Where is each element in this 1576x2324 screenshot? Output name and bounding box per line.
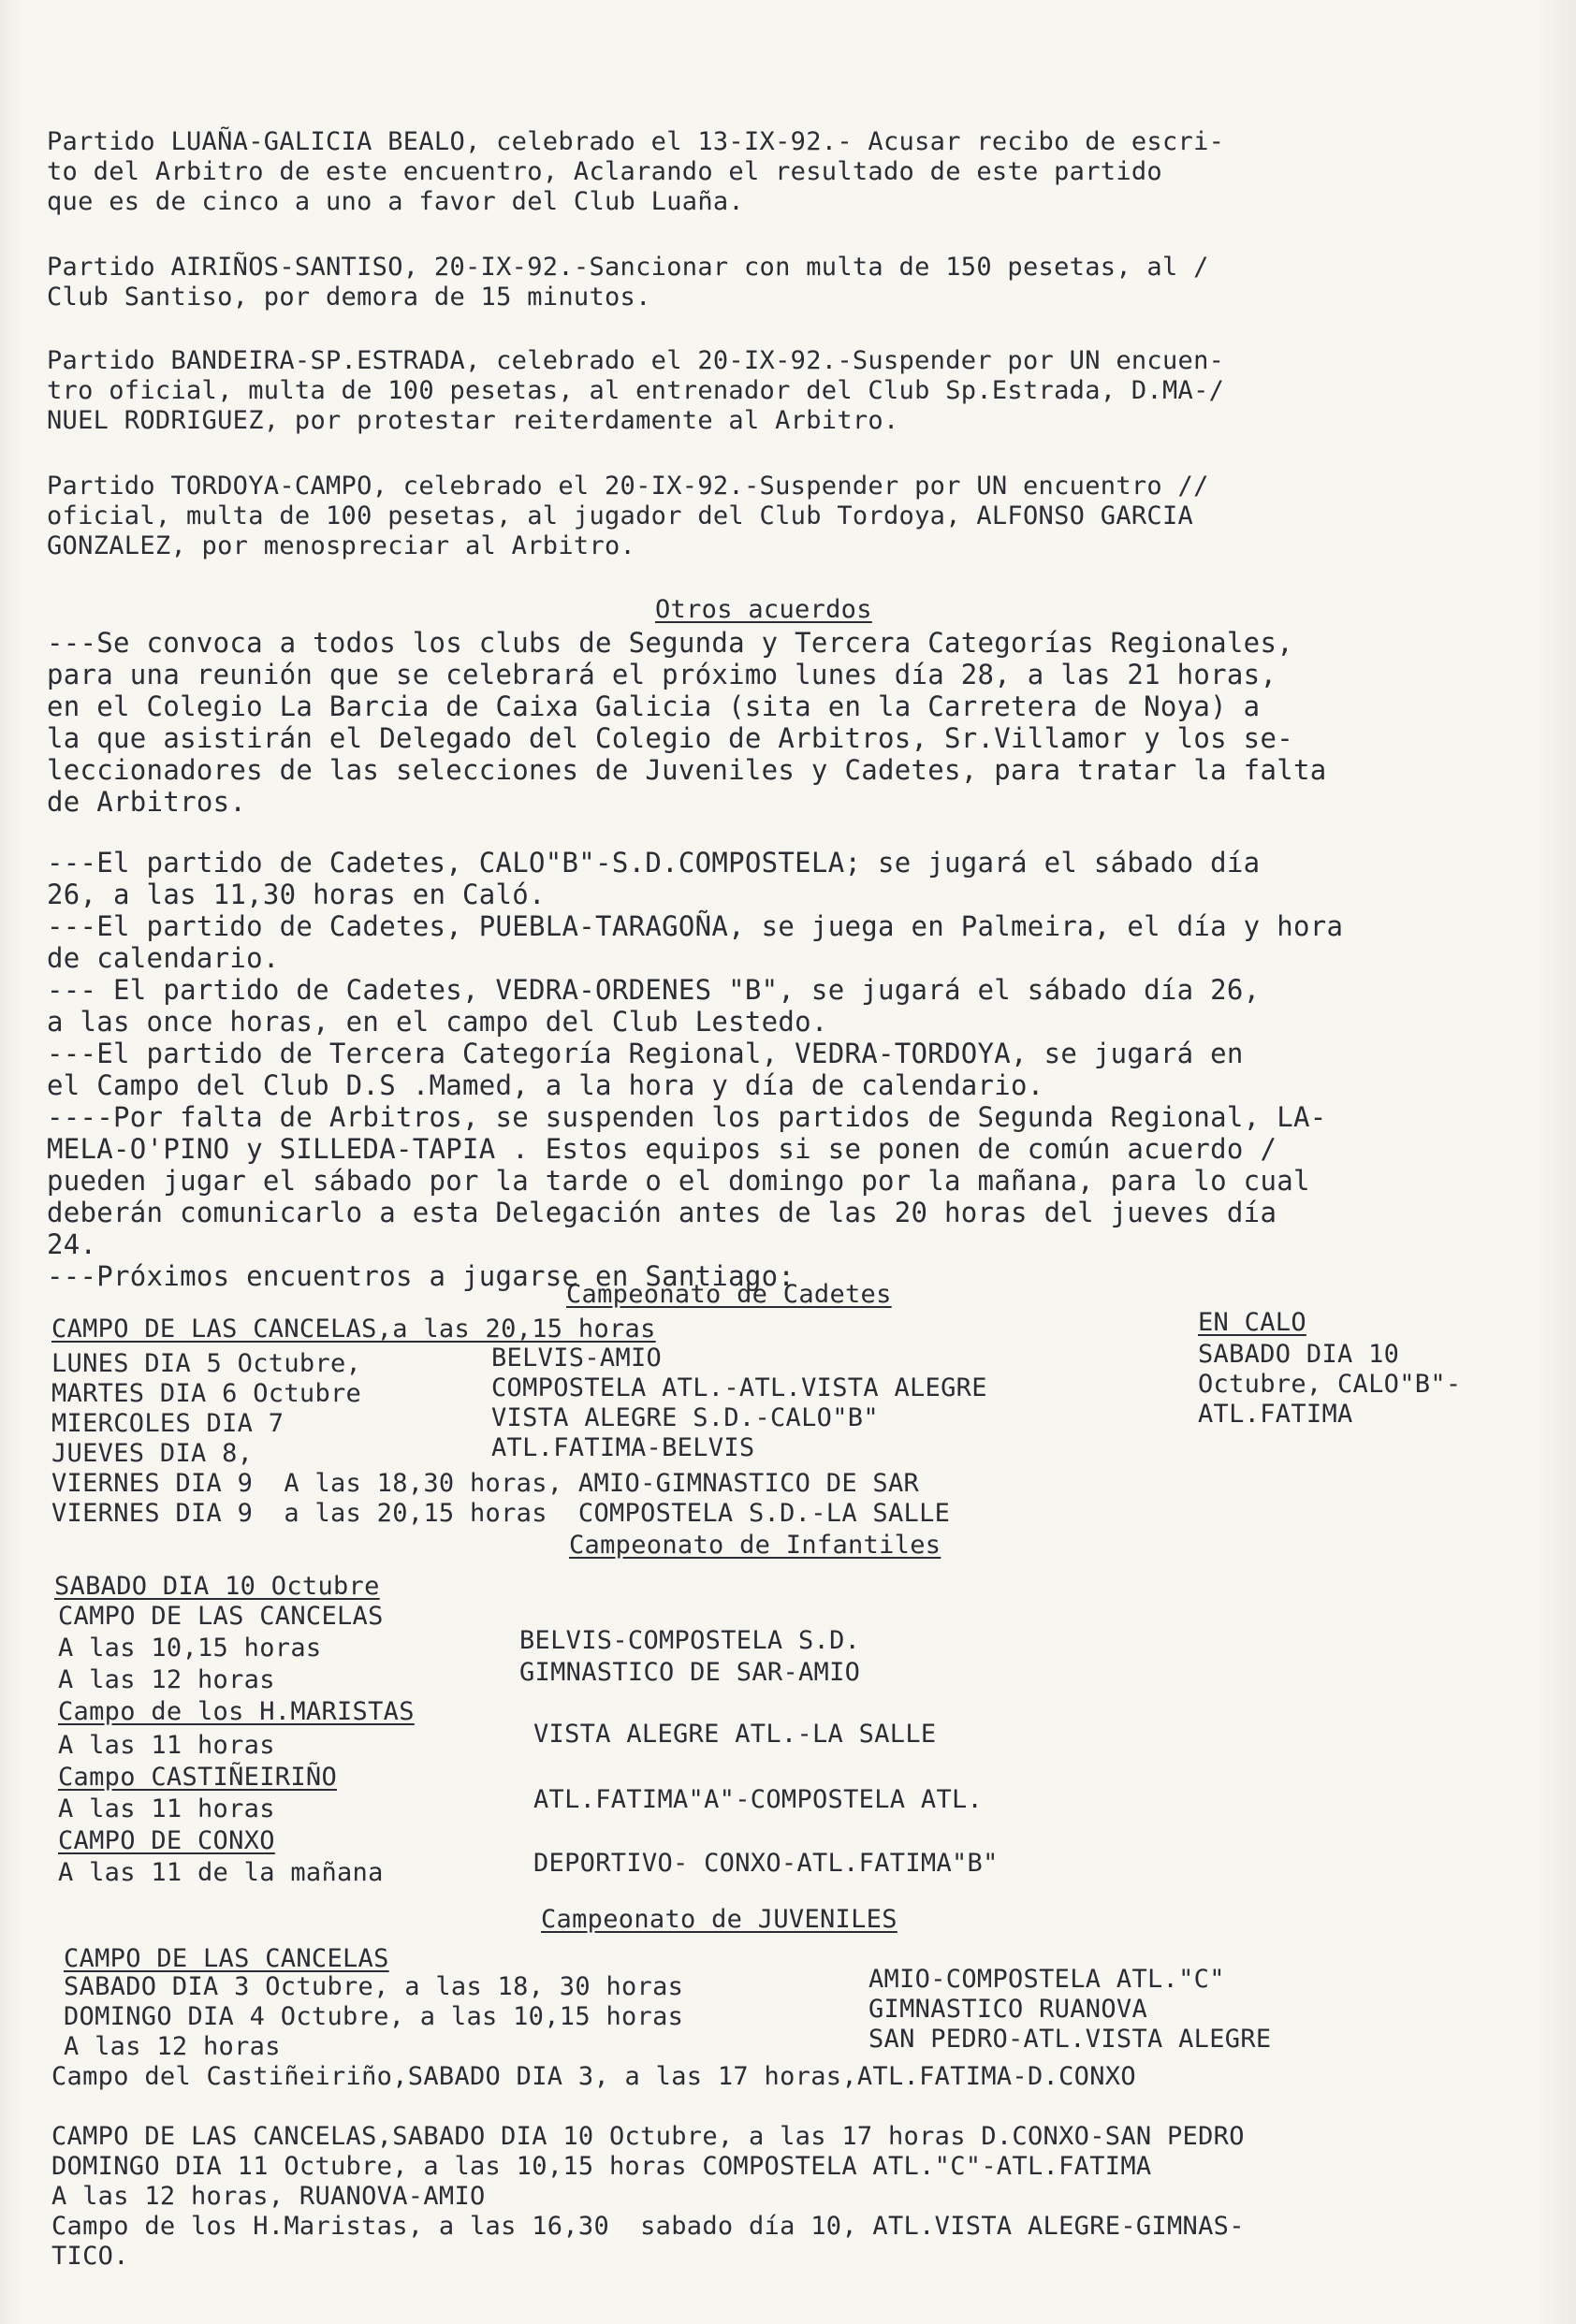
partidos-block — [47, 847, 1343, 1292]
cadetes-campo-line: CAMPO DE LAS CANCELAS,a las 20,15 horas — [51, 1315, 656, 1344]
text-line: 26, a las 11,30 horas en Caló. — [47, 879, 546, 910]
cadetes-calo-block — [1198, 1340, 1461, 1430]
text-line: tro oficial, multa de 100 pesetas, al entrenador del Club Sp.Estrada, D.MA-/ — [47, 376, 1225, 405]
text-line: VIERNES DIA 9 a las 20,15 horas COMPOSTELA S.D.-LA SALLE — [51, 1499, 951, 1528]
text-line: GONZALEZ, por menospreciar al Arbitro. — [47, 531, 636, 560]
text-line: que es de cinco a uno a favor del Club Luaña. — [47, 187, 744, 216]
text-line: A las 12 horas — [64, 2032, 281, 2061]
otros-acuerdos-block — [47, 627, 1326, 818]
text-line: AMIO-COMPOSTELA ATL."C" — [868, 1965, 1225, 1994]
juveniles-bottom-block — [51, 2062, 1245, 2272]
juveniles-right-block — [868, 1965, 1271, 2055]
text-line: Partido TORDOYA-CAMPO, celebrado el 20-IX-92.-Suspender por UN encuentro // — [47, 472, 1209, 501]
text-line: MARTES DIA 6 Octubre — [51, 1379, 362, 1408]
text-line: DOMINGO DIA 11 Octubre, a las 10,15 horas COMPOSTELA ATL."C"-ATL.FATIMA — [51, 2152, 1152, 2181]
text-line: ---El partido de Cadetes, PUEBLA-TARAGOÑA, se juega en Palmeira, el día y hora — [47, 910, 1344, 942]
text-line: Partido BANDEIRA-SP.ESTRADA, celebrado el 20-IX-92.-Suspender por UN encuen- — [47, 346, 1225, 375]
text-line: COMPOSTELA ATL.-ATL.VISTA ALEGRE — [491, 1373, 987, 1402]
text-line: Partido LUAÑA-GALICIA BEALO, celebrado el 13-IX-92.- Acusar recibo de escri- — [47, 127, 1225, 156]
text-line: SABADO DIA 10 — [1198, 1340, 1400, 1369]
cadetes-viernes-block — [51, 1469, 950, 1529]
infantiles-time: A las 12 horas — [58, 1665, 275, 1694]
text-line: SAN PEDRO-ATL.VISTA ALEGRE — [868, 2025, 1272, 2054]
section-title-otros-acuerdos: Otros acuerdos — [655, 595, 872, 624]
text-line: VISTA ALEGRE S.D.-CALO"B" — [491, 1403, 879, 1432]
infantiles-time: A las 11 de la mañana — [58, 1858, 384, 1887]
infantiles-sabado-heading: SABADO DIA 10 Octubre — [54, 1572, 380, 1601]
text-line: to del Arbitro de este encuentro, Aclarando el resultado de este partido — [47, 157, 1162, 186]
text-line: DOMINGO DIA 4 Octubre, a las 10,15 horas — [64, 2002, 684, 2031]
infantiles-venue: CAMPO DE LAS CANCELAS — [58, 1602, 384, 1631]
text-line: en el Colegio La Barcia de Caixa Galicia (sita en la Carretera de Noya) a — [47, 690, 1261, 722]
infantiles-match: ATL.FATIMA"A"-COMPOSTELA ATL. — [533, 1785, 984, 1814]
acuerdo-tordoya-campo — [47, 472, 1209, 561]
text-line: JUEVES DIA 8, — [51, 1439, 254, 1468]
text-line: leccionadores de las selecciones de Juveniles y Cadetes, para tratar la falta — [47, 754, 1327, 786]
section-title-cadetes: Campeonato de Cadetes — [566, 1280, 892, 1309]
text-line: TICO. — [51, 2242, 129, 2271]
juveniles-left-block — [64, 1972, 683, 2062]
acuerdo-luana-galicia — [47, 127, 1224, 217]
text-line: ATL.FATIMA-BELVIS — [491, 1433, 755, 1462]
infantiles-venue: Campo de los H.MARISTAS — [58, 1697, 415, 1726]
infantiles-time: A las 11 horas — [58, 1794, 275, 1823]
text-line: Partido AIRIÑOS-SANTISO, 20-IX-92.-Sancionar con multa de 150 pesetas, al / — [47, 253, 1209, 282]
text-line: MIERCOLES DIA 7 — [51, 1409, 285, 1438]
text-line: SABADO DIA 3 Octubre, a las 18, 30 horas — [64, 1972, 684, 2001]
section-title-juveniles: Campeonato de JUVENILES — [541, 1905, 897, 1934]
text-line: --- El partido de Cadetes, VEDRA-ORDENES "B", se jugará el sábado día 26, — [47, 974, 1261, 1006]
infantiles-time: A las 10,15 horas — [58, 1634, 322, 1663]
infantiles-match: VISTA ALEGRE ATL.-LA SALLE — [533, 1720, 937, 1749]
text-line: MELA-O'PINO y SILLEDA-TAPIA . Estos equipos si se ponen de común acuerdo / — [47, 1133, 1277, 1165]
text-line: a las once horas, en el campo del Club Lestedo. — [47, 1006, 828, 1038]
infantiles-match: BELVIS-COMPOSTELA S.D. — [519, 1626, 861, 1655]
text-line: BELVIS-AMIO — [491, 1344, 663, 1373]
text-line: de Arbitros. — [47, 786, 247, 818]
text-line: ATL.FATIMA — [1198, 1400, 1353, 1429]
text-line: LUNES DIA 5 Octubre, — [51, 1349, 362, 1378]
text-line: oficial, multa de 100 pesetas, al jugador del Club Tordoya, ALFONSO GARCIA — [47, 501, 1194, 530]
text-line: ---El partido de Tercera Categoría Regional, VEDRA-TORDOYA, se jugará en — [47, 1038, 1244, 1069]
text-line: pueden jugar el sábado por la tarde o el domingo por la mañana, para lo cual — [47, 1165, 1310, 1197]
text-line: ----Por falta de Arbitros, se suspenden los partidos de Segunda Regional, LA- — [47, 1101, 1327, 1133]
cadetes-matches-column — [491, 1344, 987, 1463]
text-line: el Campo del Club D.S .Mamed, a la hora y día de calendario. — [47, 1069, 1044, 1101]
infantiles-match: DEPORTIVO- CONXO-ATL.FATIMA"B" — [533, 1849, 999, 1878]
text-line: GIMNASTICO RUANOVA — [868, 1995, 1147, 2024]
text-line: ---El partido de Cadetes, CALO"B"-S.D.COMPOSTELA; se jugará el sábado día — [47, 847, 1261, 879]
text-line: Club Santiso, por demora de 15 minutos. — [47, 283, 651, 312]
text-line: Campo de los H.Maristas, a las 16,30 sabado día 10, ATL.VISTA ALEGRE-GIMNAS- — [51, 2212, 1245, 2241]
acuerdo-bandeira-estrada — [47, 346, 1224, 436]
infantiles-time: A las 11 horas — [58, 1731, 275, 1760]
juveniles-campo-heading: CAMPO DE LAS CANCELAS — [64, 1944, 389, 1973]
infantiles-venue: CAMPO DE CONXO — [58, 1826, 275, 1855]
text-line: CAMPO DE LAS CANCELAS,SABADO DIA 10 Octubre, a las 17 horas D.CONXO-SAN PEDRO — [51, 2122, 1245, 2151]
text-line: ---Próximos encuentros a jugarse en Santiago: — [47, 1260, 795, 1292]
cadetes-days-column — [51, 1349, 361, 1469]
section-title-infantiles: Campeonato de Infantiles — [569, 1531, 941, 1560]
text-line: de calendario. — [47, 942, 280, 974]
text-line: para una reunión que se celebrará el próximo lunes día 28, a las 21 horas, — [47, 659, 1277, 690]
text-line: 24. — [47, 1228, 97, 1260]
text-line: VIERNES DIA 9 A las 18,30 horas, AMIO-GIMNASTICO DE SAR — [51, 1469, 920, 1498]
text-line: A las 12 horas, RUANOVA-AMIO — [51, 2182, 486, 2211]
text-line: Octubre, CALO"B"- — [1198, 1370, 1462, 1399]
text-line: Campo del Castiñeiriño,SABADO DIA 3, a las 17 horas,ATL.FATIMA-D.CONXO — [51, 2062, 1136, 2091]
cadetes-calo-heading: EN CALO — [1198, 1308, 1306, 1337]
blank-line — [51, 2092, 1245, 2122]
text-line: la que asistirán el Delegado del Colegio de Arbitros, Sr.Villamor y los se- — [47, 722, 1293, 754]
text-line: NUEL RODRIGUEZ, por protestar reiterdamente al Arbitro. — [47, 406, 899, 435]
acuerdo-airinos-santiso — [47, 253, 1209, 312]
infantiles-match: GIMNASTICO DE SAR-AMIO — [519, 1658, 861, 1687]
text-line: deberán comunicarlo a esta Delegación antes de las 20 horas del jueves día — [47, 1197, 1277, 1228]
text-line: ---Se convoca a todos los clubs de Segunda y Tercera Categorías Regionales, — [47, 627, 1293, 659]
infantiles-venue: Campo CASTIÑEIRIÑO — [58, 1763, 337, 1792]
